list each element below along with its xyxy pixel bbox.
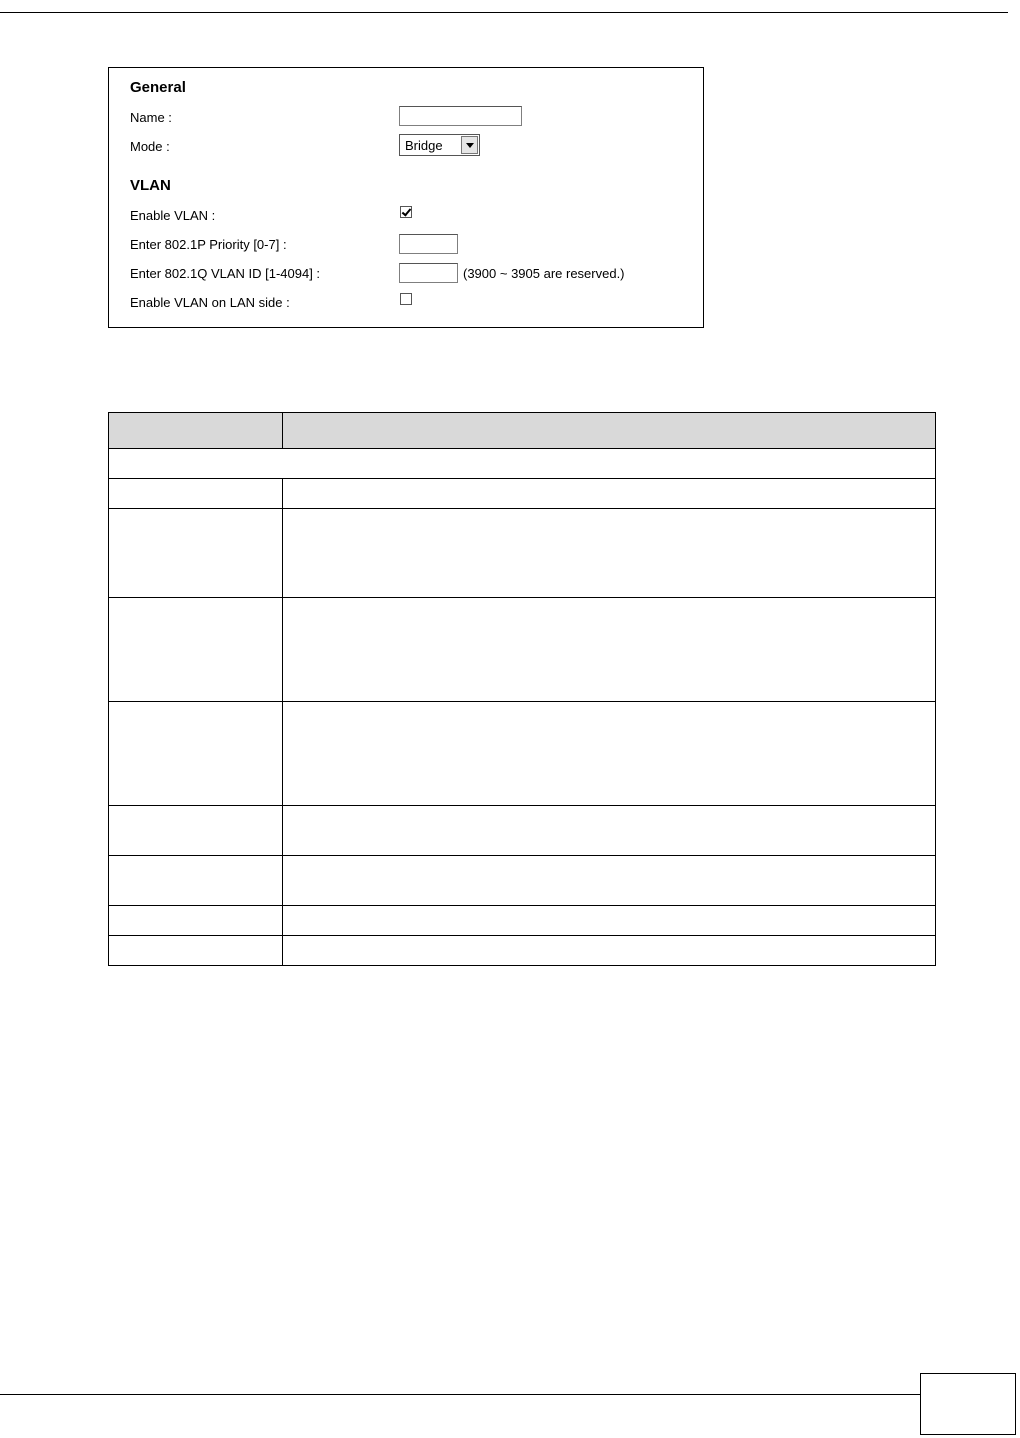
table-row: [109, 449, 936, 479]
table-row: [109, 702, 936, 806]
table-row: [109, 906, 936, 936]
table-row: [109, 856, 936, 906]
table-header-row: [109, 413, 936, 449]
vlan-id-input[interactable]: [399, 263, 458, 283]
name-input[interactable]: [399, 106, 522, 126]
priority-label: Enter 802.1P Priority [0-7] :: [130, 237, 287, 252]
page-number-box: [920, 1373, 1016, 1435]
lan-side-checkbox[interactable]: [400, 293, 412, 305]
mode-label: Mode :: [130, 139, 170, 154]
table-row: [109, 479, 936, 509]
vlan-section-title: VLAN: [130, 177, 171, 194]
lan-side-label: Enable VLAN on LAN side :: [130, 295, 290, 310]
general-section-title: General: [130, 79, 186, 96]
priority-input[interactable]: [399, 234, 458, 254]
table-header-description: [283, 413, 936, 449]
chevron-down-icon[interactable]: [461, 136, 478, 154]
mode-select-value: Bridge: [405, 138, 443, 153]
header-rule: [0, 12, 1008, 13]
table-row: [109, 598, 936, 702]
vlan-id-label: Enter 802.1Q VLAN ID [1-4094] :: [130, 266, 321, 281]
mode-select[interactable]: [399, 134, 480, 156]
vlan-id-hint: (3900 ~ 3905 are reserved.): [463, 266, 625, 281]
footer-rule: [0, 1394, 920, 1395]
enable-vlan-label: Enable VLAN :: [130, 208, 216, 223]
table-row: [109, 806, 936, 856]
field-description-table: [108, 412, 936, 966]
enable-vlan-checkbox[interactable]: [400, 206, 412, 218]
table-row: [109, 509, 936, 598]
table-header-label: [109, 413, 283, 449]
table-row: [109, 936, 936, 966]
name-label: Name :: [130, 110, 172, 125]
vlan-settings-panel: [108, 67, 704, 328]
